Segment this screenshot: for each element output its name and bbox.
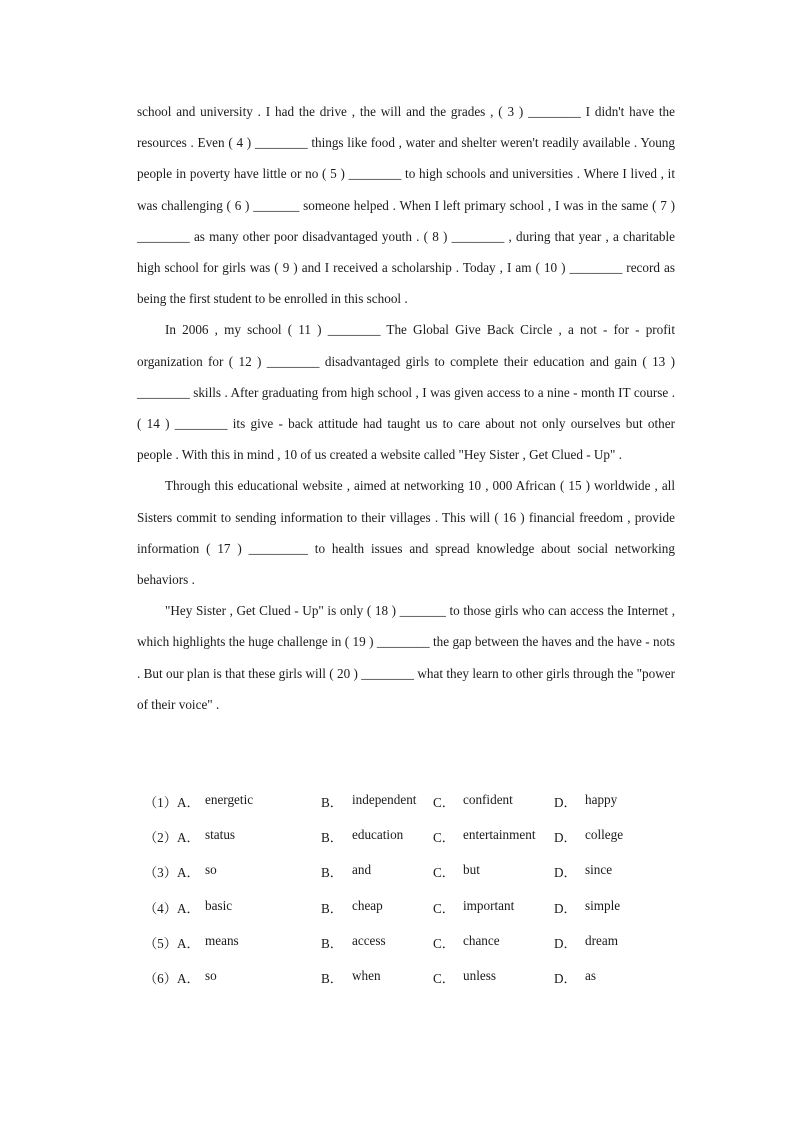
option-b-label: B． xyxy=(321,795,343,810)
option-d-label: D． xyxy=(554,935,577,951)
option-d-label: D． xyxy=(554,795,577,810)
question-row-2 xyxy=(144,819,704,854)
question-row-5 xyxy=(144,925,704,960)
option-a: status xyxy=(205,827,236,843)
paragraph-2: In 2006 , my school ( 11 ) ________ The Global Give Back Circle , a not - for - profit organization for ( 12 ) ________ disadvantaged girls to complete their education and gain ( 13 ) ________ skills . After graduating from high school , I was given access to a nine - month IT course . ( 14 ) ________ its give - back attitude had taught us to care about not only ourselves but other people . With this in mind , 10 of us created a website called "Hey Sister , Get Clued - Up" . xyxy=(137,322,675,463)
option-a: energetic xyxy=(205,792,254,807)
option-c: entertainment xyxy=(463,827,536,843)
option-d-label: D． xyxy=(554,865,577,881)
option-d: dream xyxy=(585,932,618,948)
question-number: （3）A． xyxy=(144,865,200,881)
option-b: when xyxy=(352,967,381,983)
option-c-label: C． xyxy=(433,900,455,916)
question-number: （6）A． xyxy=(144,970,200,986)
paragraph-4: "Hey Sister , Get Clued - Up" is only ( 18 ) _______ to those girls who can access the Internet , which highlights the huge challenge in ( 19 ) ________ the gap between the haves and the have - nots . But our plan is that these girls will ( 20 ) ________ what they learn to other girls through the "power of their voice" . xyxy=(137,603,675,712)
option-a: means xyxy=(205,932,239,948)
option-d-label: D． xyxy=(554,970,577,986)
option-c-label: C． xyxy=(433,795,455,810)
option-b-label: B． xyxy=(321,900,343,916)
option-d-label: D． xyxy=(554,900,577,916)
option-a: so xyxy=(205,967,217,983)
answer-options xyxy=(144,784,704,995)
option-c: important xyxy=(463,897,515,913)
question-number: （1）A． xyxy=(144,795,200,810)
option-c: but xyxy=(463,862,480,878)
option-c: chance xyxy=(463,932,500,948)
option-d: college xyxy=(585,827,624,843)
option-a: so xyxy=(205,862,217,878)
question-row-3 xyxy=(144,854,704,889)
option-c-label: C． xyxy=(433,970,455,986)
option-b: education xyxy=(352,827,404,843)
option-c-label: C． xyxy=(433,830,455,846)
question-number: （2）A． xyxy=(144,830,200,846)
option-d: happy xyxy=(585,792,618,807)
option-d-label: D． xyxy=(554,830,577,846)
question-row-1 xyxy=(144,784,704,819)
option-c: confident xyxy=(463,792,513,807)
option-b: independent xyxy=(352,792,417,807)
option-b-label: B． xyxy=(321,935,343,951)
question-row-6 xyxy=(144,960,704,995)
option-d: as xyxy=(585,967,596,983)
option-c-label: C． xyxy=(433,865,455,881)
option-d: simple xyxy=(585,897,621,913)
option-c: unless xyxy=(463,967,496,983)
option-b-label: B． xyxy=(321,865,343,881)
option-b-label: B． xyxy=(321,970,343,986)
option-b: cheap xyxy=(352,897,383,913)
question-row-4 xyxy=(144,890,704,925)
option-b: and xyxy=(352,862,372,878)
option-a: basic xyxy=(205,897,233,913)
option-d: since xyxy=(585,862,613,878)
question-number: （5）A． xyxy=(144,935,200,951)
option-b-label: B． xyxy=(321,830,343,846)
option-c-label: C． xyxy=(433,935,455,951)
question-number: （4）A． xyxy=(144,900,200,916)
paragraph-3: Through this educational website , aimed at networking 10 , 000 African ( 15 ) worldwide , all Sisters commit to sending information to their villages . This will ( 16 ) financial freedom , provide information ( 17 ) _________ to health issues and spread knowledge about social networking behaviors . xyxy=(137,478,675,588)
option-b: access xyxy=(352,932,386,948)
paragraph-1: school and university . I had the drive , the will and the grades , ( 3 ) ________ I didn't have the resources . Even ( 4 ) ________ things like food , water and shelter weren't readily available . Young people in poverty have little or no ( 5 ) ________ to high schools and universities . Where I lived , it was challenging ( 6 ) _______ someone helped . When I left primary school , I was in the same ( 7 ) ________ as many other poor disadvantaged youth . ( 8 ) ________ , during that year , a charitable high school for girls was ( 9 ) and I received a scholarship . Today , I am ( 10 ) ________ record as being the first student to be enrolled in this school . xyxy=(137,104,675,307)
passage xyxy=(137,96,675,720)
